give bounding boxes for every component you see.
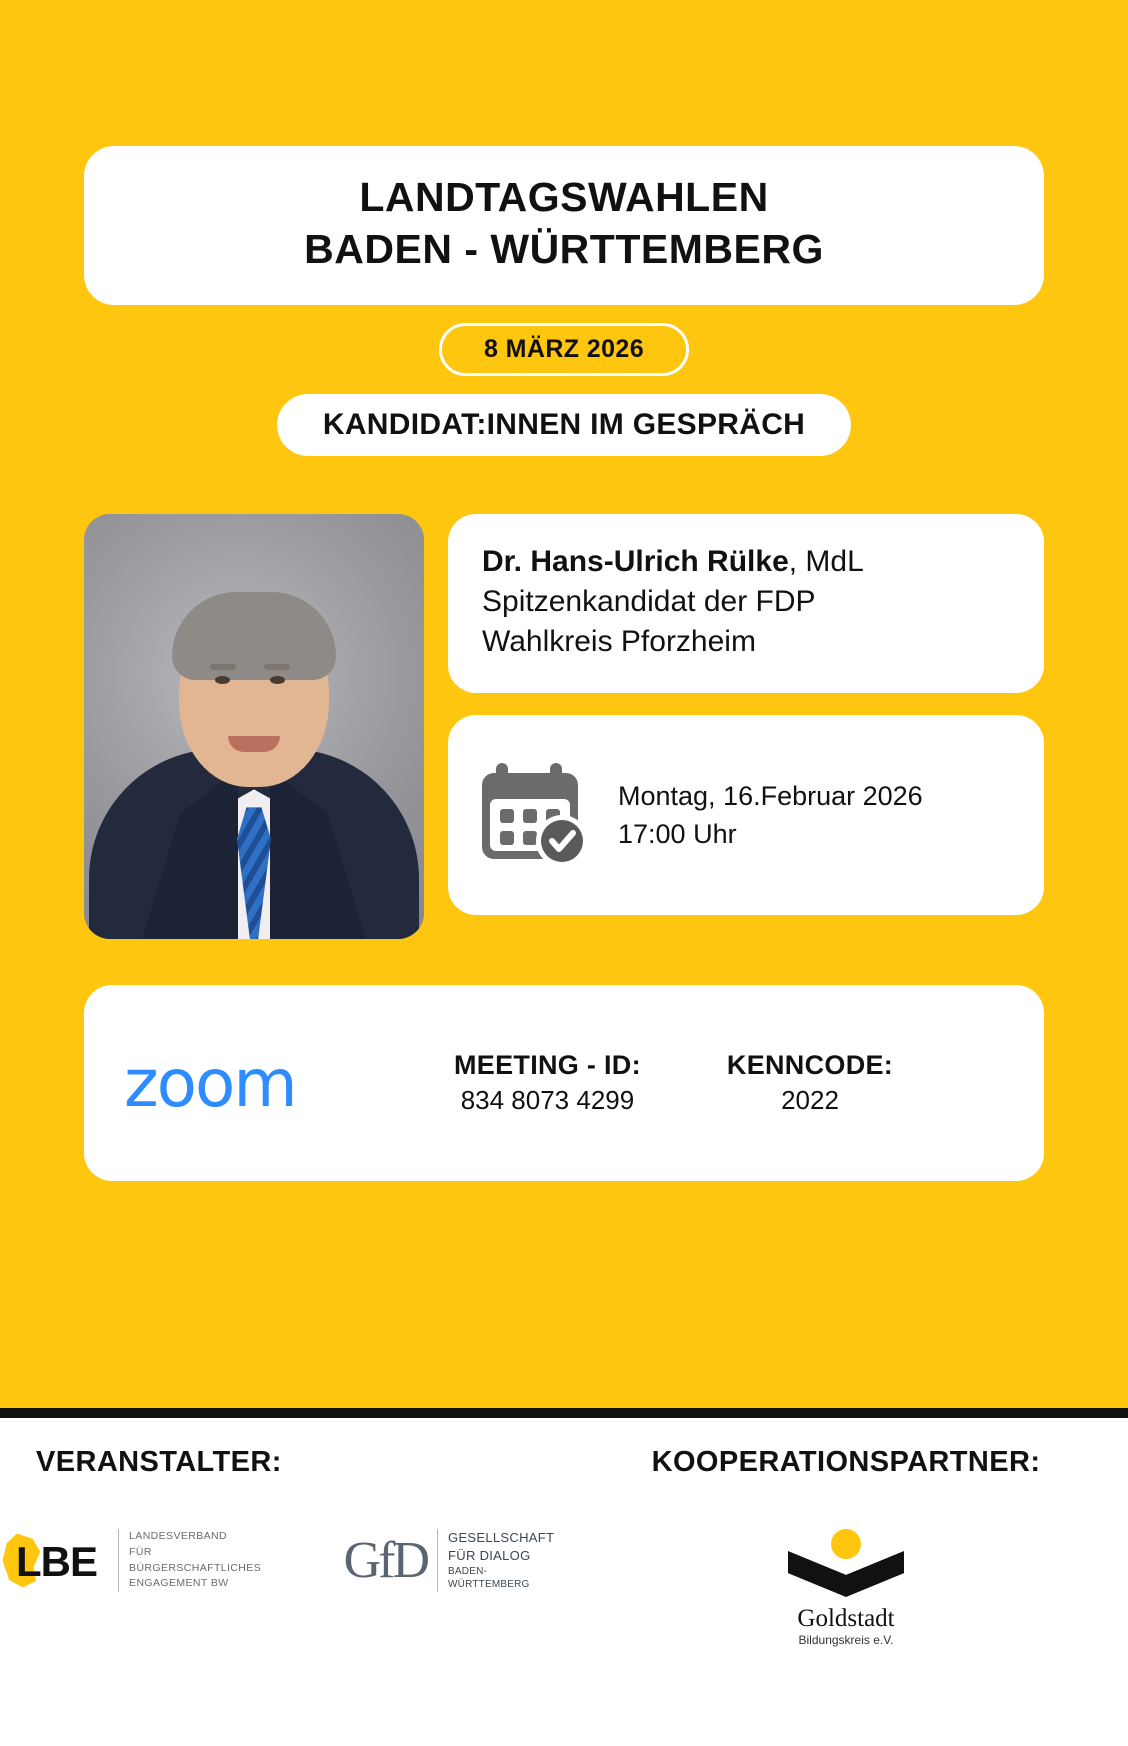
goldstadt-sun-icon <box>831 1529 861 1559</box>
meeting-id-field <box>454 1050 641 1116</box>
footer <box>0 1418 1128 1746</box>
speaker-name-card <box>448 514 1044 693</box>
lbe-subtitle <box>118 1529 282 1592</box>
page-title-line-2: BADEN - WÜRTTEMBERG <box>304 225 824 272</box>
photo-mouth <box>228 736 280 752</box>
goldstadt-logo <box>786 1529 906 1647</box>
lbe-mark <box>0 1532 108 1590</box>
gfd-wordmark: GfD <box>343 1532 428 1589</box>
lbe-subtitle-line-3: ENGAGEMENT BW <box>129 1577 229 1590</box>
speaker-photo <box>84 514 424 939</box>
event-time: 17:00 Uhr <box>618 819 737 850</box>
gfd-logo <box>344 1529 564 1591</box>
event-datetime-card <box>448 715 1044 915</box>
page-title-line-1: LANDTAGSWAHLEN <box>359 174 769 220</box>
passcode-label: KENNCODE: <box>726 1050 894 1081</box>
photo-brow-left <box>210 664 236 670</box>
meeting-id-label: MEETING - ID: <box>454 1050 641 1081</box>
subtitle-wrapper <box>84 394 1044 456</box>
lbe-subtitle-line-1: LANDESVERBAND <box>129 1530 228 1542</box>
goldstadt-book-left <box>788 1551 846 1597</box>
partner-column <box>564 1418 1128 1746</box>
speaker-name: Dr. Hans-Ulrich Rülke <box>482 545 789 579</box>
gfd-subtitle-line-2: FÜR DIALOG <box>448 1548 531 1563</box>
passcode-field <box>727 1050 893 1116</box>
footer-divider <box>0 1408 1128 1418</box>
speaker-name-row <box>482 542 1010 582</box>
election-date-badge: 8 MÄRZ 2026 <box>439 323 689 376</box>
partner-heading: KOOPERATIONSPARTNER: <box>651 1446 1041 1478</box>
organizer-column <box>0 1418 564 1746</box>
lbe-wordmark: LBE <box>16 1537 97 1585</box>
zoom-credentials <box>454 1050 893 1116</box>
goldstadt-book-right <box>846 1551 904 1597</box>
calendar-check-icon <box>478 757 596 874</box>
speaker-role: Spitzenkandidat der FDP <box>482 584 816 618</box>
speaker-info-column <box>448 514 1044 915</box>
meeting-id-value: 834 8073 4299 <box>460 1085 635 1116</box>
gfd-subtitle-line-3: BADEN- WÜRTTEMBERG <box>448 1565 530 1591</box>
lbe-subtitle-line-2: FÜR BÜRGERSCHAFTLICHES <box>129 1545 262 1574</box>
date-pill-wrapper <box>84 323 1044 376</box>
speaker-section <box>84 514 1044 939</box>
goldstadt-subtitle: Bildungskreis e.V. <box>798 1633 894 1647</box>
organizer-logos <box>0 1529 564 1592</box>
goldstadt-book-icon <box>786 1529 906 1603</box>
poster-body <box>0 146 1128 1408</box>
title-card <box>84 146 1044 305</box>
speaker-title-suffix: , MdL <box>788 545 864 579</box>
event-datetime-text <box>618 777 923 854</box>
speaker-district: Wahlkreis Pforzheim <box>482 624 756 658</box>
photo-brow-right <box>264 664 290 670</box>
gfd-subtitle <box>437 1529 564 1591</box>
lbe-logo <box>0 1529 282 1592</box>
event-date: Montag, 16.Februar 2026 <box>618 780 923 811</box>
passcode-value: 2022 <box>781 1085 839 1116</box>
gfd-subtitle-line-1: GESELLSCHAFT <box>448 1530 555 1546</box>
zoom-logo: zoom <box>124 1044 296 1122</box>
goldstadt-name: Goldstadt <box>797 1605 895 1632</box>
organizer-heading: VERANSTALTER: <box>36 1446 282 1478</box>
zoom-access-card <box>84 985 1044 1181</box>
partner-logos <box>786 1529 906 1647</box>
photo-hair <box>172 592 336 680</box>
subtitle-badge: KANDIDAT:INNEN IM GESPRÄCH <box>277 394 851 456</box>
